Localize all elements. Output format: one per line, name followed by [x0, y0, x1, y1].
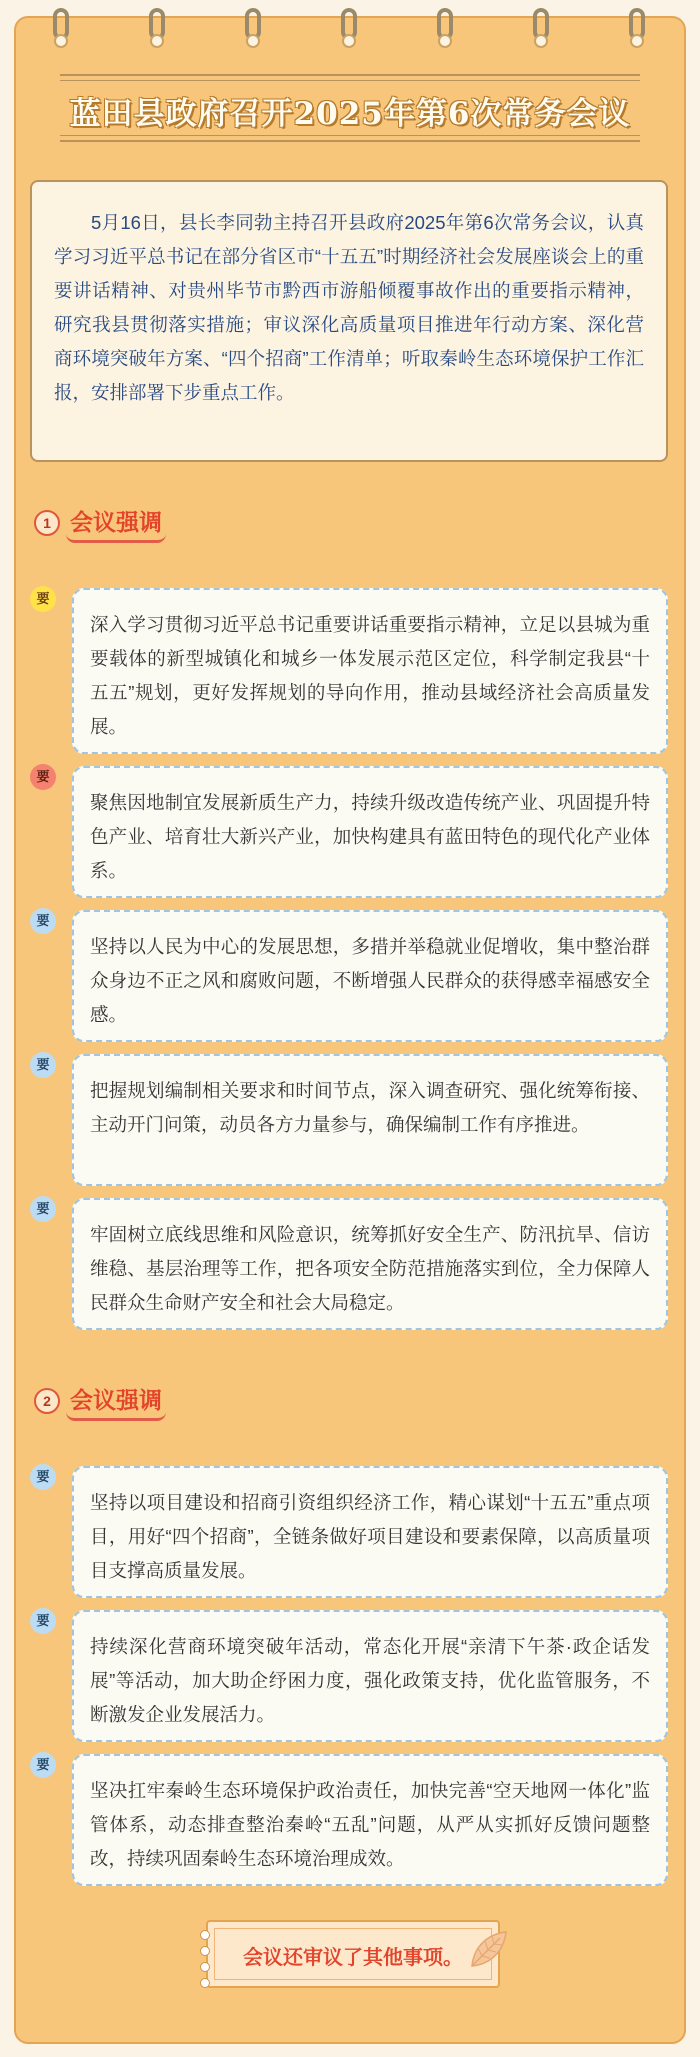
requirement-card: [72, 588, 668, 754]
requirement-text: 聚焦因地制宜发展新质生产力，持续升级改造传统产业、巩固提升特色产业、培育壮大新兴产业，加快构建具有蓝田特色的现代化产业体系。: [90, 792, 650, 881]
requirement-badge: 要: [30, 908, 56, 934]
requirement-badge: 要: [30, 1752, 56, 1778]
binder-ring-icon: [530, 8, 552, 50]
closing-note: 会议还审议了其他事项。: [243, 1947, 463, 1969]
binder-ring-icon: [50, 8, 72, 50]
section-number-badge: 2: [34, 1388, 60, 1414]
binder-ring-icon: [146, 8, 168, 50]
section-heading: 会议强调: [70, 509, 162, 535]
section-number-badge: 1: [34, 510, 60, 536]
title-banner: [60, 74, 640, 142]
closing-note-box: [206, 1920, 500, 1988]
requirement-card: [72, 1054, 668, 1186]
requirement-badge: 要: [30, 1196, 56, 1222]
section-underline: [66, 1412, 166, 1421]
binder-rings: [0, 0, 700, 60]
requirement-card: [72, 766, 668, 898]
requirement-badge: 要: [30, 1608, 56, 1634]
intro-box: [30, 180, 668, 462]
requirement-text: 坚持以项目建设和招商引资组织经济工作，精心谋划“十五五”重点项目，用好“四个招商”，全链条做好项目建设和要素保障，以高质量项目支撑高质量发展。: [90, 1492, 650, 1581]
section-underline: [66, 534, 166, 543]
requirement-text: 坚持以人民为中心的发展思想，多措并举稳就业促增收，集中整治群众身边不正之风和腐败问题，不断增强人民群众的获得感幸福感安全感。: [90, 936, 650, 1025]
leaf-icon: [464, 1926, 510, 1972]
binder-ring-icon: [242, 8, 264, 50]
requirement-badge: 要: [30, 1464, 56, 1490]
intro-text: 5月16日，县长李同勃主持召开县政府2025年第6次常务会议，认真学习习近平总书记在部分省区市“十五五”时期经济社会发展座谈会上的重要讲话精神、对贵州毕节市黔西市游船倾覆事故作出的重要指示精神，研究我县贯彻落实措施；审议深化高质量项目推进年行动方案、深化营商环境突破年方案、“四个招商”工作清单；听取秦岭生态环境保护工作汇报，安排部署下步重点工作。: [54, 212, 644, 403]
requirement-text: 持续深化营商环境突破年活动，常态化开展“亲清下午茶·政企话发展”等活动，加大助企纾困力度，强化政策支持，优化监管服务，不断激发企业发展活力。: [90, 1636, 650, 1725]
requirement-card: [72, 1754, 668, 1886]
binder-ring-icon: [626, 8, 648, 50]
requirement-badge: 要: [30, 764, 56, 790]
binder-ring-icon: [434, 8, 456, 50]
requirement-text: 坚决扛牢秦岭生态环境保护政治责任，加快完善“空天地网一体化”监管体系，动态排查整治秦岭“五乱”问题，从严从实抓好反馈问题整改，持续巩固秦岭生态环境治理成效。: [90, 1780, 650, 1869]
requirement-badge: 要: [30, 1052, 56, 1078]
requirement-text: 深入学习贯彻习近平总书记重要讲话重要指示精神，立足以县城为重要载体的新型城镇化和城乡一体发展示范区定位，科学制定我县“十五五”规划，更好发挥规划的导向作用，推动县域经济社会高质量发展。: [90, 614, 650, 737]
page-title: 蓝田县政府召开2025年第6次常务会议: [69, 96, 631, 132]
requirement-card: [72, 1610, 668, 1742]
requirement-card: [72, 1198, 668, 1330]
binder-ring-icon: [338, 8, 360, 50]
requirement-text: 把握规划编制相关要求和时间节点，深入调查研究、强化统筹衔接、主动开门问策，动员各方力量参与，确保编制工作有序推进。: [90, 1080, 650, 1135]
requirement-badge: 要: [30, 586, 56, 612]
requirement-text: 牢固树立底线思维和风险意识，统筹抓好安全生产、防汛抗旱、信访维稳、基层治理等工作，把各项安全防范措施落实到位，全力保障人民群众生命财产安全和社会大局稳定。: [90, 1224, 650, 1313]
section-heading: 会议强调: [70, 1387, 162, 1413]
requirement-card: [72, 1466, 668, 1598]
requirement-card: [72, 910, 668, 1042]
